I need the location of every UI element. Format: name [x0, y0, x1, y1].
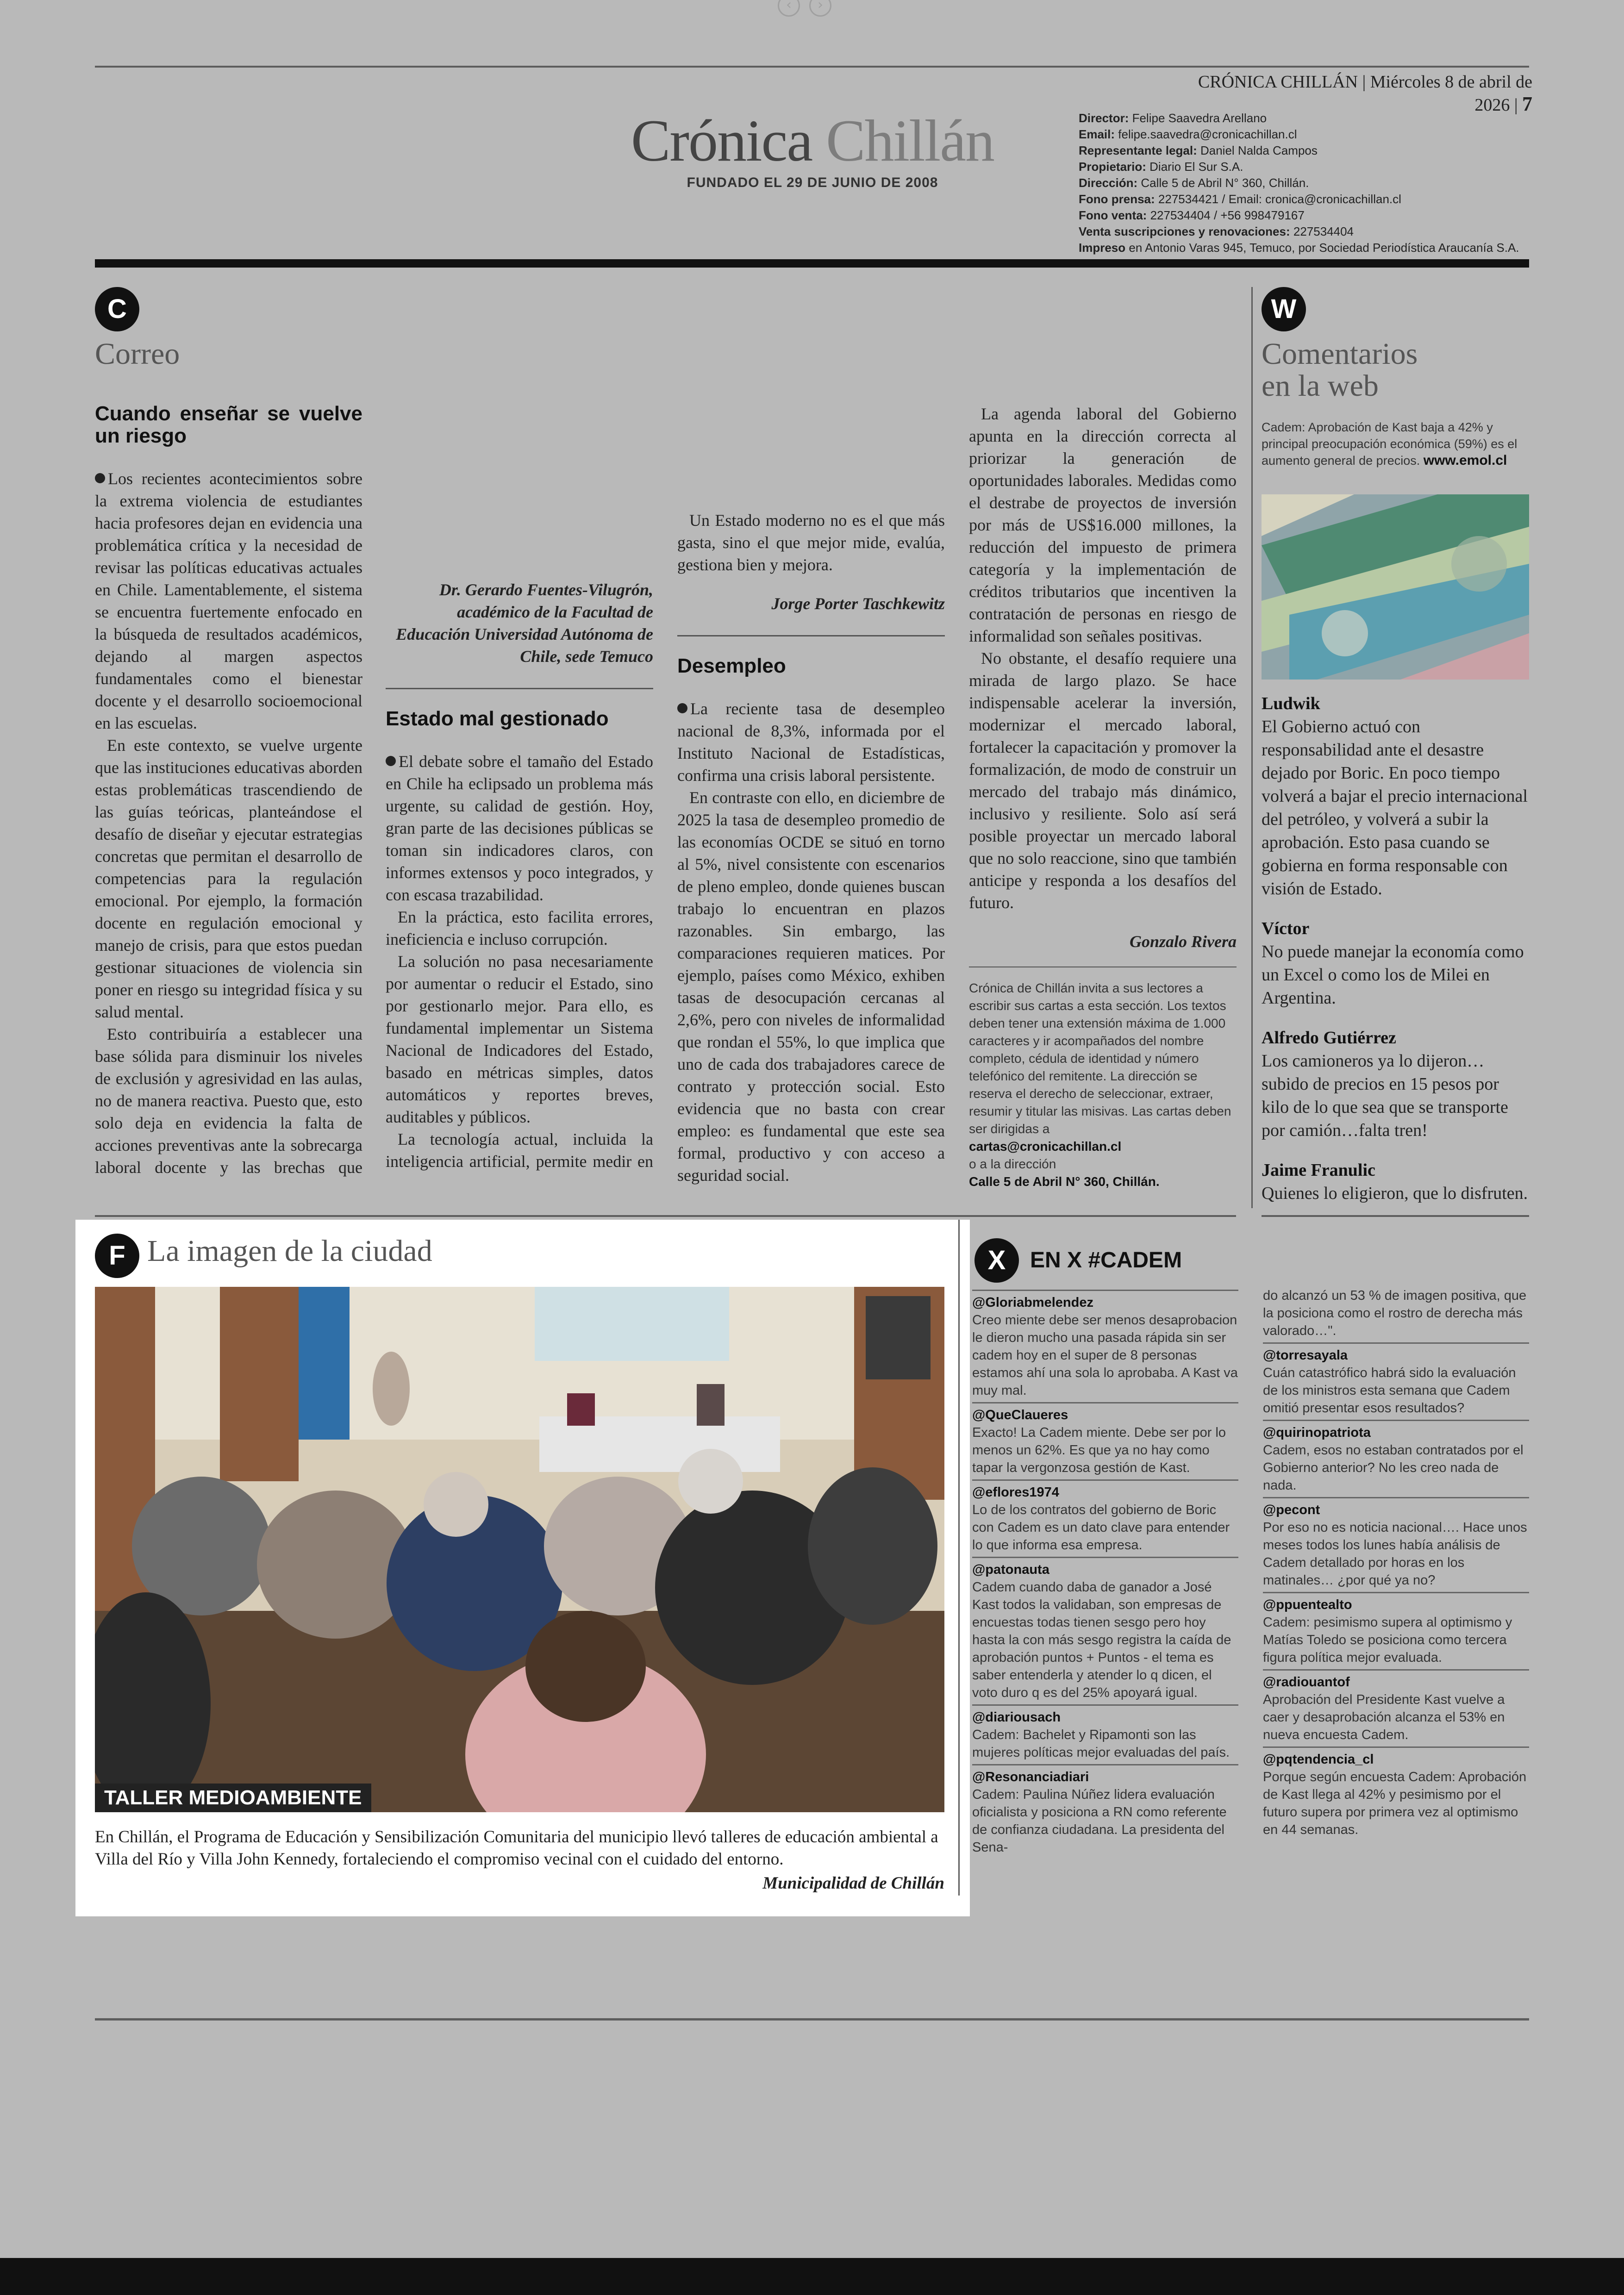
prev-page-icon[interactable]: ‹ — [778, 0, 800, 17]
masthead-logo — [630, 108, 995, 174]
tweet-text: Cadem: pesimismo supera al optimismo y Matías Toledo se posiciona como tercera figura política mejor evaluada. — [1263, 1615, 1512, 1665]
staff-label: Fono prensa: — [1079, 192, 1155, 206]
column-divider — [958, 1220, 960, 1896]
logo-part2: Chillán — [826, 108, 994, 174]
tweet-handle[interactable]: @pecont — [1263, 1497, 1529, 1519]
staff-value: en Antonio Varas 945, Temuco, por Sociedad Periodística Araucanía S.A. — [1129, 241, 1519, 255]
tweet-text: Exacto! La Cadem miente. Debe ser por lo menos un 62%. Es que ya no hay como tapar la vergonzosa gestión de Kast. — [972, 1425, 1226, 1475]
tweet-text: Por eso no es noticia nacional…. Hace unos meses todos los lunes había análisis de Cadem detallado por horas en los matinales… ¿por qué ya no? — [1263, 1520, 1527, 1588]
bullet-icon — [677, 703, 687, 713]
letter3-p4: No obstante, el desafío requiere una mirada de largo plazo. Se hace indispensable acelerar la inversión, modernizar el mercado laboral, fortalecer la capacitación y promover la formalización, de modo de construir un mercado del trabajo más dinámico, inclusivo y resiliente. Solo así será posible proyectar un mercado laboral que no solo reaccione, sino que también anticipe y responda a los desafíos del futuro. — [969, 649, 1237, 912]
letter2-p3: La solución no pasa necesariamente por aumentar o reducir el Estado, sino por gestionarlo mejor. Para ello, es fundamental implementar un Sistema Nacional de Indicadores del Estado, basado en métricas simples, datos automáticos y reportes breves, auditables y públicos. — [386, 952, 653, 1126]
letter1-p3: Esto contribuiría a establecer una base sólida para disminuir los niveles de exclusión y agresividad en las aulas, no de manera reactiva. Puesto que, esto solo deja en evidencia la falta de acciones preventivas ante la sobrecarga laboral docente y las brechas que — [95, 1025, 362, 1177]
staff-label: Propietario: — [1079, 160, 1146, 174]
correo-column-2 — [386, 403, 653, 1172]
tweet-text: Porque según encuesta Cadem: Aprobación de Kast llega al 42% y pesimismo por el futuro supera por primera vez al optimismo en 44 semanas. — [1263, 1770, 1527, 1837]
letter2-p5: Un Estado moderno no es el que más gasta, sino el que mejor mide, evalúa, gestiona bien y mejora. — [677, 511, 945, 574]
staff-label: Dirección: — [1079, 176, 1138, 190]
staff-value: 227534404 / +56 998479167 — [1150, 208, 1305, 222]
staff-row — [1079, 175, 1542, 191]
tweet-handle[interactable]: @quirinopatriota — [1263, 1420, 1529, 1441]
correo-badge: C — [95, 287, 139, 331]
staff-label: Venta suscripciones y renovaciones: — [1079, 225, 1290, 238]
notice-address: Calle 5 de Abril N° 360, Chillán. — [969, 1174, 1160, 1189]
page-number: 7 — [1522, 93, 1532, 115]
letter2-signature: Jorge Porter Taschkewitz — [771, 594, 945, 613]
letter3-p1: La reciente tasa de desempleo nacional de 8,3%, informada por el Instituto Nacional de Estadísticas, confirma una crisis laboral persistente. — [677, 699, 945, 785]
tweet-handle[interactable]: @pqtendencia_cl — [1263, 1746, 1529, 1768]
comment-author: Jaime Franulic — [1262, 1160, 1375, 1180]
staff-row — [1079, 110, 1542, 126]
staff-row — [1079, 191, 1542, 207]
tweet-text: Cuán catastrófico habrá sido la evaluación de los ministros esta semana que Cadem omitió presentar esos resultados? — [1263, 1366, 1516, 1416]
photo-section-title: La imagen de la ciudad — [147, 1234, 432, 1268]
tweet-handle[interactable]: @ppuentealto — [1263, 1592, 1529, 1614]
next-page-icon[interactable]: › — [809, 0, 831, 17]
x-column-1 — [972, 1287, 1238, 1856]
folio-publication: CRÓNICA CHILLÁN — [1198, 72, 1358, 92]
staff-label: Impreso — [1079, 241, 1126, 255]
letter1-signature: Dr. Gerardo Fuentes-Vilugrón, académico de la Facultad de Educación Universidad Autónoma de Chile, sede Temuco — [396, 580, 653, 666]
comment-text: No puede manejar la economía como un Excel o como los de Milei en Argentina. — [1262, 942, 1524, 1008]
staff-value: Calle 5 de Abril N° 360, Chillán. — [1141, 176, 1309, 190]
comment-author: Víctor — [1262, 919, 1310, 938]
letter3-signature: Gonzalo Rivera — [1129, 932, 1237, 951]
comment-author: Ludwik — [1262, 694, 1320, 713]
comment-text: Los camioneros ya lo dijeron…subido de precios en 15 pesos por kilo de lo que sea que se transporte por camión…falta tren! — [1262, 1051, 1508, 1140]
photo-caption: En Chillán, el Programa de Educación y Sensibilización Comunitaria del municipio llevó talleres de educación ambiental a Villa del Río y Villa John Kennedy, fortaleciendo el compromiso vecinal con el cuidado del entorno. — [95, 1827, 938, 1869]
staff-label: Director: — [1079, 111, 1129, 125]
tweet-handle[interactable]: @radiouantof — [1263, 1669, 1529, 1691]
folio-date: Miércoles 8 de abril de 2026 — [1370, 72, 1532, 115]
tweet-handle[interactable]: @diariousach — [972, 1704, 1238, 1726]
staff-row — [1079, 143, 1542, 159]
staff-value: Felipe Saavedra Arellano — [1132, 111, 1267, 125]
letter1-p1: Los recientes acontecimientos sobre la extrema violencia de estudiantes hacia profesores dejan en evidencia una problemática crítica y la necesidad de revisar las políticas educativas actuales en Chile. Lamentablemente, el sistema se encuentra fuertemente enfocado en la búsqueda de resultados académicos, dejando al margen aspectos fundamentales como el bienestar docente y el desarrollo socioemocional en las escuelas. — [95, 469, 362, 732]
letter3-p2: En contraste con ello, en diciembre de 2025 la tasa de desempleo promedio de las economías OCDE se situó en torno al 5%, nivel consistente con escenarios de pleno empleo, donde quienes buscan trabajo lo encuentran en plazos razonables. Sin embargo, las comparaciones requieren matices. Por ejemplo, países como México, exhiben tasas de desocupación cercanas al 2,6%, pero con niveles de informalidad que rondan el 55%, lo que implica que uno de cada dos trabajadores carece de contrato y protección social. Esto evidencia que no basta con crear empleo: es fundamental que este sea formal, productivo y con acceso a seguridad social. — [677, 788, 945, 1185]
x-section-title: EN X #CADEM — [1030, 1248, 1182, 1272]
tweet-continuation: do alcanzó un 53 % de imagen positiva, que la posiciona como el rostro de derecha más valorado…". — [1263, 1288, 1527, 1338]
tweet-text: Cadem: Paulina Núñez lidera evaluación oficialista y posiciona a RN como referente de confianza ciudadana. La presidenta del Sena- — [972, 1787, 1227, 1855]
letter2-p1: El debate sobre el tamaño del Estado en Chile ha eclipsado un problema más urgente, su calidad de gestión. Hoy, gran parte de las decisiones públicas se toman sin indicadores claros, con informes extensos y poco integrados, y con escasa trazabilidad. — [386, 752, 653, 904]
comment-text: El Gobierno actuó con responsabilidad ante el desastre dejado por Boric. En poco tiempo volverá a bajar el precio internacional del petróleo, y volverá a subir la aprobación. Esto pasa cuando se gobierna en forma responsable con visión de Estado. — [1262, 717, 1528, 898]
staff-row — [1079, 207, 1542, 224]
photo-credit: Municipalidad de Chillán — [762, 1874, 944, 1893]
logo-part1: Crónica — [631, 108, 812, 174]
comment-author: Alfredo Gutiérrez — [1262, 1028, 1396, 1048]
tweet-handle[interactable]: @patonauta — [972, 1557, 1238, 1578]
bullet-icon — [386, 756, 396, 766]
letter1-headline: Cuando enseñar se vuelve un riesgo — [95, 402, 362, 447]
letter3-headline: Desempleo — [677, 655, 786, 677]
folio: CRÓNICA CHILLÁN | Miércoles 8 de abril de 2026 | 7 — [1198, 72, 1532, 115]
staff-box — [1079, 110, 1542, 256]
staff-row — [1079, 240, 1542, 256]
page-nav — [778, 0, 847, 19]
letter3-p3: La agenda laboral del Gobierno apunta en la dirección correcta al priorizar la generación de oportunidades laborales. Medidas como el destrabe de proyectos de inversión por más de US$16.000 millones, la reducción del impuesto de primera categoría y la implementación de créditos tributarios que incentiven la contratación de personas en riesgo de informalidad son señales positivas. — [969, 405, 1237, 645]
tweet-handle[interactable]: @torresayala — [1263, 1342, 1529, 1364]
divider — [386, 688, 653, 689]
x-badge: X — [974, 1238, 1019, 1283]
founded-line: FUNDADO EL 29 DE JUNIO DE 2008 — [687, 175, 938, 190]
letters-notice: Crónica de Chillán invita a sus lectores a escribir sus cartas a esta sección. Los textos deben tener una extensión máxima de 1.000 caracteres y ir acompañados del nombre completo, cédula de identidad y número telefónico del remitente. La dirección se reserva el derecho de seleccionar, extraer, resumir y titular las misivas. Las cartas deben ser dirigidas a cartas@cronicachillan.cl o a la dirección Calle 5 de Abril N° 360, Chillán. — [969, 981, 1231, 1189]
workshop-photo — [95, 1287, 944, 1812]
tweet-text: Cadem: Bachelet y Ripamonti son las mujeres políticas mejor evaluadas del país. — [972, 1727, 1230, 1760]
masthead-rule — [95, 259, 1529, 268]
staff-row — [1079, 159, 1542, 175]
correo-title: Correo — [95, 337, 180, 371]
tweet-text: Creo miente debe ser menos desaprobacion le dieron mucho una pasada rápida sin ser cadem hoy en el super de 8 personas estamos ahí una sola lo aprobaba. A Kast va muy mal. — [972, 1313, 1238, 1398]
workshop-scene-image — [95, 1287, 944, 1812]
photo-tag: TALLER MEDIOAMBIENTE — [95, 1784, 371, 1812]
x-column-2-list — [1263, 1342, 1529, 1839]
staff-value: Daniel Nalda Campos — [1200, 143, 1318, 157]
section-rule — [1262, 1215, 1529, 1217]
web-intro: Cadem: Aprobación de Kast baja a 42% y principal preocupación económica (59%) es el aumento general de precios. www.emol.cl — [1262, 420, 1518, 468]
web-badge: W — [1262, 287, 1306, 331]
bullet-icon — [95, 473, 105, 483]
photo-badge: F — [95, 1234, 139, 1278]
tweet-handle[interactable]: @QueClaueres — [972, 1402, 1238, 1424]
staff-row — [1079, 224, 1542, 240]
top-rule — [95, 66, 1529, 68]
letter1-p2: En este contexto, se vuelve urgente que las instituciones educativas aborden estas problemáticas trascendiendo de las guías teóricas, planteándose el desafío de diseñar y ejecutar estrategias concretas que permitan el desarrollo de competencias para la regulación emocional. Por ejemplo, la formación docente en regulación emocional y manejo de crisis, para que estos puedan gestionar situaciones de violencia sin poner en riesgo su integridad física y su salud mental. — [95, 736, 362, 1021]
staff-row — [1079, 126, 1542, 143]
bottom-rule — [95, 2018, 1529, 2021]
web-title: Comentarios en la web — [1262, 337, 1418, 403]
divider — [677, 635, 945, 636]
tweet-handle[interactable]: @Gloriabmelendez — [972, 1290, 1238, 1311]
staff-value: Diario El Sur S.A. — [1149, 160, 1243, 174]
letter2-p2: En la práctica, esto facilita errores, ineficiencia e incluso corrupción. — [386, 908, 653, 948]
section-rule — [95, 1215, 1236, 1217]
web-intro-url[interactable]: www.emol.cl — [1423, 453, 1507, 468]
correo-column-4 — [969, 403, 1237, 1191]
staff-label: Fono venta: — [1079, 208, 1147, 222]
staff-value: 227534404 — [1293, 225, 1354, 238]
tweet-text: Lo de los contratos del gobierno de Boric con Cadem es un dato clave para entender lo que informa esa empresa. — [972, 1503, 1230, 1553]
correo-column-3 — [677, 403, 945, 1186]
tweet-text: Cadem cuando daba de ganador a José Kast todos la validaban, son empresas de encuestas todas tienen sesgo pero hoy hasta la con más sesgo registra la caída de aprobación puntos + Puntos - el tema es saber entenderla y atender lo q dicen, el voto duro q es del 25% apoyará igual. — [972, 1580, 1231, 1700]
web-comments — [1262, 692, 1529, 1205]
correo-column-1 — [95, 403, 362, 1179]
notice-email[interactable]: cartas@cronicachillan.cl — [969, 1139, 1122, 1154]
staff-label: Email: — [1079, 127, 1115, 141]
tweet-handle[interactable]: @Resonanciadiari — [972, 1764, 1238, 1786]
comment-text: Quienes lo eligieron, que lo disfruten. — [1262, 1184, 1528, 1203]
letter2-p4: La tecnología actual, incluida la inteligencia artificial, permite medir en — [386, 1130, 653, 1171]
letter2-headline: Estado mal gestionado — [386, 707, 609, 730]
tweet-text: Cadem, esos no estaban contratados por el Gobierno anterior? No les creo nada de nada. — [1263, 1443, 1524, 1493]
column-divider — [1251, 287, 1253, 1208]
banknotes-image — [1262, 494, 1529, 680]
tweet-text: Aprobación del Presidente Kast vuelve a caer y desaprobación alcanza el 53% en nueva encuesta Cadem. — [1263, 1692, 1505, 1742]
staff-value: 227534421 / Email: cronica@cronicachillan.cl — [1158, 192, 1401, 206]
tweet-handle[interactable]: @eflores1974 — [972, 1479, 1238, 1501]
footer-bar — [0, 2258, 1624, 2295]
x-column-2 — [1263, 1287, 1529, 1839]
staff-label: Representante legal: — [1079, 143, 1197, 157]
money-photo — [1262, 494, 1529, 680]
staff-value: felipe.saavedra@cronicachillan.cl — [1118, 127, 1297, 141]
